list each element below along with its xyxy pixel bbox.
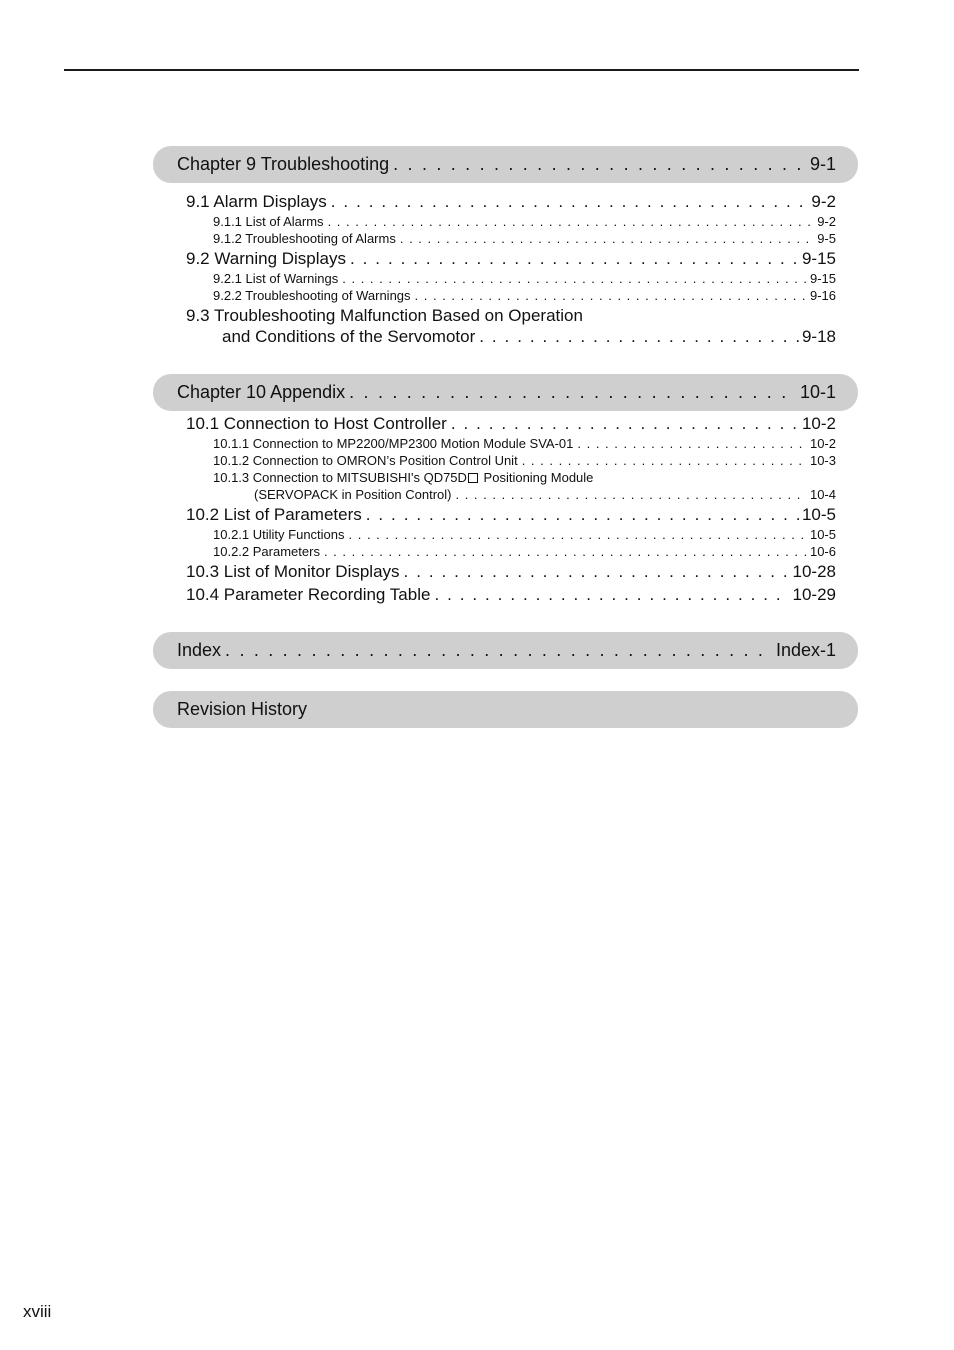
toc-entry-page: 10-28 <box>792 562 836 581</box>
toc-entry-label: 10.1 Connection to Host Controller <box>186 414 447 433</box>
toc-entry-10-1[interactable] <box>186 414 836 434</box>
toc-entry-label: 9.2.1 List of Warnings <box>213 271 339 286</box>
toc-entry-page: 10-4 <box>809 487 836 502</box>
toc-entry-page: 10-5 <box>801 505 836 524</box>
toc-entry-10-2-2[interactable] <box>213 544 836 559</box>
leader-dots <box>434 585 789 605</box>
chapter-9-title: Chapter 9 Troubleshooting <box>177 154 390 174</box>
leader-dots <box>451 414 799 434</box>
leader-dots <box>349 527 807 542</box>
chapter-9-page: 9-1 <box>809 154 836 174</box>
toc-entry-page: 10-3 <box>809 453 836 468</box>
toc-entry-page: 10-2 <box>801 414 836 433</box>
toc-entry-label: 10.2 List of Parameters <box>186 505 362 524</box>
leader-dots <box>455 487 806 502</box>
toc-entry-page: 9-15 <box>801 249 836 268</box>
chapter-10-page: 10-1 <box>799 382 836 402</box>
toc-entry-label: 10.3 List of Monitor Displays <box>186 562 400 581</box>
leader-dots <box>349 382 797 403</box>
page-number: xviii <box>23 1302 52 1321</box>
toc-entry-9-1-1[interactable] <box>213 214 836 229</box>
toc-entry-9-2[interactable] <box>186 249 836 269</box>
leader-dots <box>328 214 815 229</box>
toc-entry-10-4[interactable] <box>186 585 836 605</box>
toc-entry-label: 9.1.1 List of Alarms <box>213 214 324 229</box>
toc-entry-9-1[interactable] <box>186 192 836 212</box>
revision-history-heading[interactable] <box>153 691 858 728</box>
toc-entry-label-cont: and Conditions of the Servomotor <box>222 327 476 346</box>
table-of-contents <box>153 146 858 728</box>
toc-entry-page: 9-2 <box>811 192 836 211</box>
toc-entry-label: 9.2.2 Troubleshooting of Warnings <box>213 288 411 303</box>
leader-dots <box>577 436 807 451</box>
leader-dots <box>324 544 807 559</box>
toc-entry-label: 9.1 Alarm Displays <box>186 192 327 211</box>
toc-entry-label: 10.2.2 Parameters <box>213 544 320 559</box>
chapter-10-title: Chapter 10 Appendix <box>177 382 346 402</box>
leader-dots <box>331 192 809 212</box>
toc-entry-9-2-2[interactable] <box>213 288 836 303</box>
leader-dots <box>393 154 807 175</box>
toc-entry-page: 9-5 <box>817 231 836 246</box>
toc-entry-page: 10-5 <box>809 527 836 542</box>
toc-entry-page: 10-6 <box>809 544 836 559</box>
chapter-10-heading[interactable] <box>153 374 858 411</box>
leader-dots <box>522 453 807 468</box>
toc-entry-label: 10.1.1 Connection to MP2200/MP2300 Motion Module SVA-01 <box>213 436 574 451</box>
leader-dots <box>479 327 799 347</box>
leader-dots <box>342 271 807 286</box>
toc-entry-label: 10.4 Parameter Recording Table <box>186 585 431 604</box>
toc-entry-label-cont: (SERVOPACK in Position Control) <box>254 487 452 502</box>
toc-entry-label-part: Positioning Module <box>479 470 594 485</box>
toc-entry-9-3[interactable] <box>186 306 836 347</box>
leader-dots <box>400 231 814 246</box>
toc-entry-page: 9-18 <box>801 327 836 346</box>
toc-entry-page: 10-2 <box>809 436 836 451</box>
toc-entry-label: 10.2.1 Utility Functions <box>213 527 345 542</box>
toc-entry-10-1-2[interactable] <box>213 453 836 468</box>
index-title: Index <box>177 640 222 660</box>
toc-entry-page: 9-2 <box>817 214 836 229</box>
toc-entry-page: 9-16 <box>809 288 836 303</box>
chapter-9-heading[interactable] <box>153 146 858 183</box>
revision-history-title: Revision History <box>177 699 308 719</box>
leader-dots <box>415 288 807 303</box>
toc-entry-9-2-1[interactable] <box>213 271 836 286</box>
toc-entry-10-1-1[interactable] <box>213 436 836 451</box>
leader-dots <box>366 505 799 525</box>
index-page: Index-1 <box>775 640 836 660</box>
box-placeholder-icon <box>468 473 478 483</box>
toc-entry-page: 9-15 <box>809 271 836 286</box>
toc-entry-10-3[interactable] <box>186 562 836 582</box>
toc-entry-10-1-3[interactable] <box>213 470 836 502</box>
toc-entry-label <box>213 470 593 485</box>
toc-entry-page: 10-29 <box>792 585 836 604</box>
leader-dots <box>404 562 790 582</box>
index-heading[interactable] <box>153 632 858 669</box>
toc-entry-label-part: 10.1.3 Connection to MITSUBISHI's QD75D <box>213 470 467 485</box>
leader-dots <box>350 249 799 269</box>
toc-entry-label: 10.1.2 Connection to OMRON’s Position Control Unit <box>213 453 518 468</box>
leader-dots <box>225 640 773 661</box>
toc-entry-label: 9.3 Troubleshooting Malfunction Based on Operation <box>186 306 583 325</box>
toc-entry-10-2[interactable] <box>186 505 836 525</box>
top-rule <box>64 69 859 71</box>
toc-entry-9-1-2[interactable] <box>213 231 836 246</box>
toc-entry-label: 9.2 Warning Displays <box>186 249 346 268</box>
toc-entry-10-2-1[interactable] <box>213 527 836 542</box>
toc-entry-label: 9.1.2 Troubleshooting of Alarms <box>213 231 396 246</box>
